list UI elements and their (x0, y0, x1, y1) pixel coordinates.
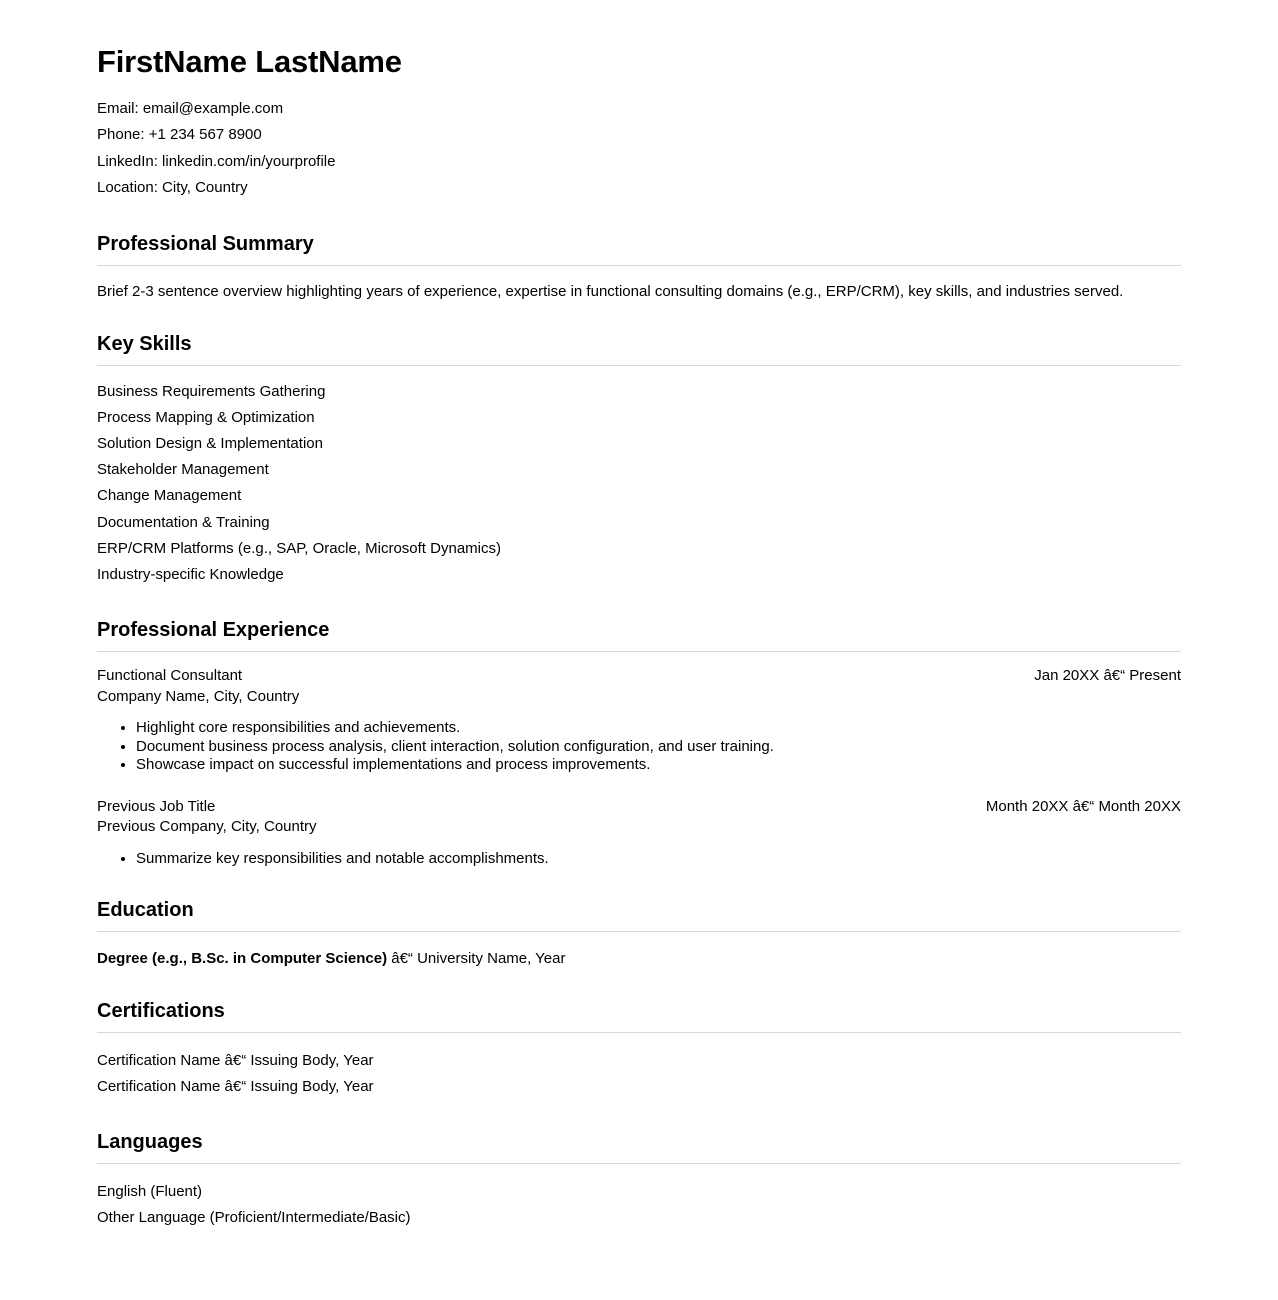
list-item: Certification Name â€“ Issuing Body, Year (97, 1052, 374, 1070)
contact-phone: Phone: +1 234 567 8900 (97, 126, 262, 144)
experience-entry (97, 666, 1181, 775)
list-item: Certification Name â€“ Issuing Body, Year (97, 1078, 374, 1096)
section-divider (97, 931, 1181, 932)
section-heading-experience: Professional Experience (97, 619, 330, 642)
job-title: Previous Job Title (97, 797, 216, 815)
languages-list (97, 1179, 1181, 1231)
section-languages (97, 1130, 1181, 1231)
certifications-list (97, 1048, 1181, 1100)
section-heading-certifications: Certifications (97, 1000, 225, 1023)
job-dates: Month 20XX â€“ Month 20XX (985, 797, 1181, 815)
job-responsibilities (97, 850, 1181, 869)
list-item: Stakeholder Management (97, 461, 269, 479)
list-item: • Showcase impact on successful implementations and process improvements. (136, 756, 1181, 775)
experience-entry (97, 797, 1181, 869)
education-institution: â€“ University Name, Year (387, 950, 566, 968)
contact-location: Location: City, Country (97, 179, 248, 197)
experience-entry-header (97, 666, 1181, 687)
job-responsibilities (97, 719, 1181, 775)
list-item: Business Requirements Gathering (97, 382, 326, 400)
candidate-name: FirstName LastName (97, 44, 402, 79)
education-degree: Degree (e.g., B.Sc. in Computer Science) (97, 950, 388, 968)
section-education (97, 898, 1181, 969)
section-heading-education: Education (97, 899, 194, 922)
list-item: Industry-specific Knowledge (97, 566, 284, 584)
list-item: • Document business process analysis, client interaction, solution configuration, and user training. (136, 738, 1181, 757)
list-item: ERP/CRM Platforms (e.g., SAP, Oracle, Microsoft Dynamics) (97, 539, 501, 557)
list-item: • Highlight core responsibilities and achievements. (136, 719, 1181, 738)
list-item: Documentation & Training (97, 513, 270, 531)
list-item: Other Language (Proficient/Intermediate/Basic) (97, 1209, 411, 1227)
section-certifications (97, 999, 1181, 1100)
experience-entry-header (97, 797, 1181, 818)
section-heading-summary: Professional Summary (97, 232, 314, 255)
section-divider (97, 1163, 1181, 1164)
section-key-skills (97, 332, 1181, 589)
section-divider (97, 1032, 1181, 1033)
contact-email: Email: email@example.com (97, 99, 284, 117)
section-professional-experience (97, 618, 1181, 868)
resume-content (97, 44, 1181, 1231)
contact-linkedin: LinkedIn: linkedin.com/in/yourprofile (97, 152, 336, 170)
section-divider (97, 365, 1181, 366)
job-dates: Jan 20XX â€“ Present (1034, 667, 1181, 685)
education-entry (97, 949, 1181, 969)
list-item: Change Management (97, 487, 242, 505)
job-company: Previous Company, City, Country (97, 818, 317, 836)
section-heading-languages: Languages (97, 1131, 203, 1154)
skills-list (97, 379, 1181, 589)
section-divider (97, 265, 1181, 266)
summary-text: Brief 2-3 sentence overview highlighting years of experience, expertise in functional consulting domains (e.g., ERP/CRM), key skills, and industries served. (97, 282, 1124, 300)
list-item: English (Fluent) (97, 1183, 203, 1201)
list-item: Process Mapping & Optimization (97, 408, 315, 426)
job-title: Functional Consultant (97, 667, 243, 685)
section-heading-skills: Key Skills (97, 332, 192, 355)
job-company: Company Name, City, Country (97, 687, 300, 705)
section-professional-summary (97, 232, 1181, 302)
section-divider (97, 651, 1181, 652)
list-item: • Summarize key responsibilities and notable accomplishments. (136, 850, 1181, 869)
resume-header (97, 44, 1181, 202)
list-item: Solution Design & Implementation (97, 435, 323, 453)
